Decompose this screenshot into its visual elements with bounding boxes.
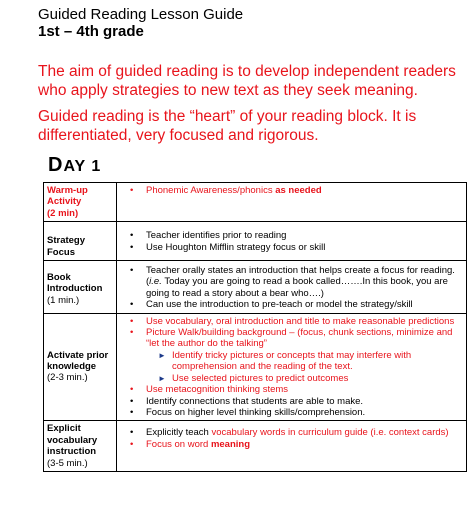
grade-heading: 1st – 4th grade	[38, 23, 144, 40]
bullet-icon: •	[130, 185, 134, 196]
list-item	[120, 373, 463, 384]
list-item	[120, 427, 463, 438]
item-text: Can use the introduction to pre-teach or model the strategy/skill	[146, 299, 413, 311]
item-text: Identify connections that students are able to make.	[146, 395, 364, 407]
list-item	[120, 384, 463, 395]
bullet-icon: •	[130, 327, 134, 339]
vocab-time: (3-5 min.)	[47, 457, 88, 469]
row-label-vocab	[44, 421, 117, 472]
item-text: Focus on higher level thinking skills/comprehension.	[146, 406, 366, 418]
strategy-label: Strategy Focus	[47, 235, 86, 258]
activate-time: (2-3 min.)	[47, 372, 88, 384]
vocab-label: Explicit vocabulary instruction	[47, 423, 98, 458]
document-title: Guided Reading Lesson Guide	[38, 6, 244, 23]
table-row-warmup	[44, 183, 467, 222]
bullet-icon: •	[130, 384, 134, 396]
bullet-icon: •	[130, 406, 134, 418]
list-item	[120, 350, 463, 373]
item-text: Teacher identifies prior to reading	[146, 230, 287, 242]
item-text: Picture Walk/building background – (focus, chunk sections, minimize and “let the author do the talking”	[146, 327, 453, 350]
list-item	[120, 316, 463, 327]
day-heading-initial: D	[48, 154, 64, 176]
item-emphasis: meaning	[210, 438, 251, 450]
item-text: Identify tricky pictures or concepts that may interfere with comprehension and the reading of the text.	[172, 349, 412, 373]
arrow-right-icon: ►	[158, 373, 166, 383]
item-text: Use vocabulary, oral introduction and title to make reasonable predictions	[146, 315, 455, 327]
day-heading-rest: AY 1	[63, 158, 102, 175]
book-label: Book Introduction	[47, 272, 103, 295]
row-content-vocab	[117, 421, 467, 472]
item-italic: i.e.	[149, 276, 162, 288]
row-content-book	[117, 261, 467, 314]
row-label-activate	[44, 313, 117, 421]
warmup-time: (2 min)	[47, 207, 79, 219]
bullet-icon: •	[130, 230, 134, 242]
bullet-icon: •	[130, 427, 134, 439]
table-row-activate	[44, 313, 467, 421]
bullet-icon: •	[130, 265, 134, 277]
row-content-strategy	[117, 222, 467, 261]
bullet-icon: •	[130, 241, 134, 253]
list-item	[120, 265, 463, 299]
item-emphasis: as needed	[275, 185, 322, 196]
activate-label: Activate prior knowledge	[47, 349, 109, 373]
table-row-strategy	[44, 222, 467, 261]
item-text: Focus on word	[146, 438, 211, 450]
bullet-icon: •	[130, 315, 134, 327]
row-label-warmup	[44, 183, 117, 222]
list-item	[120, 407, 463, 418]
item-text: Phonemic Awareness/phonics	[146, 185, 276, 196]
item-text: Use selected pictures to predict outcomes	[172, 372, 349, 384]
list-item	[120, 185, 463, 196]
heart-paragraph: Guided reading is the “heart” of your reading block. It is differentiated, very focused and rigorous.	[38, 108, 417, 144]
arrow-right-icon: ►	[158, 350, 166, 360]
list-item	[120, 327, 463, 350]
row-label-strategy	[44, 222, 117, 261]
item-text: Today you are going to read a book called…….In this book, you are going to read a story about a bear who….)	[146, 276, 448, 299]
row-content-warmup	[117, 183, 467, 222]
list-item	[120, 396, 463, 407]
item-text: Use metacognition thinking stems	[146, 384, 289, 396]
list-item	[120, 242, 463, 253]
list-item	[120, 439, 463, 450]
list-item	[120, 299, 463, 310]
row-content-activate	[117, 313, 467, 421]
item-text: Explicitly teach	[146, 427, 212, 439]
item-text: Teacher orally states an introduction that helps create a focus for reading. (	[146, 265, 455, 288]
aim-paragraph: The aim of guided reading is to develop independent readers who apply strategies to new text as they seek meaning.	[38, 63, 456, 99]
bullet-icon: •	[130, 299, 134, 311]
book-time: (1 min.)	[47, 294, 80, 306]
day-heading	[48, 154, 101, 178]
bullet-icon: •	[130, 438, 134, 450]
table-row-book	[44, 261, 467, 314]
row-label-book	[44, 261, 117, 314]
list-item	[120, 230, 463, 241]
item-text: vocabulary words in curriculum guide (i.e. context cards)	[211, 427, 449, 439]
lesson-table	[43, 182, 467, 472]
bullet-icon: •	[130, 395, 134, 407]
warmup-label: Warm-up Activity	[47, 185, 88, 208]
item-text: Use Houghton Mifflin strategy focus or skill	[146, 241, 326, 253]
table-row-vocab	[44, 421, 467, 472]
